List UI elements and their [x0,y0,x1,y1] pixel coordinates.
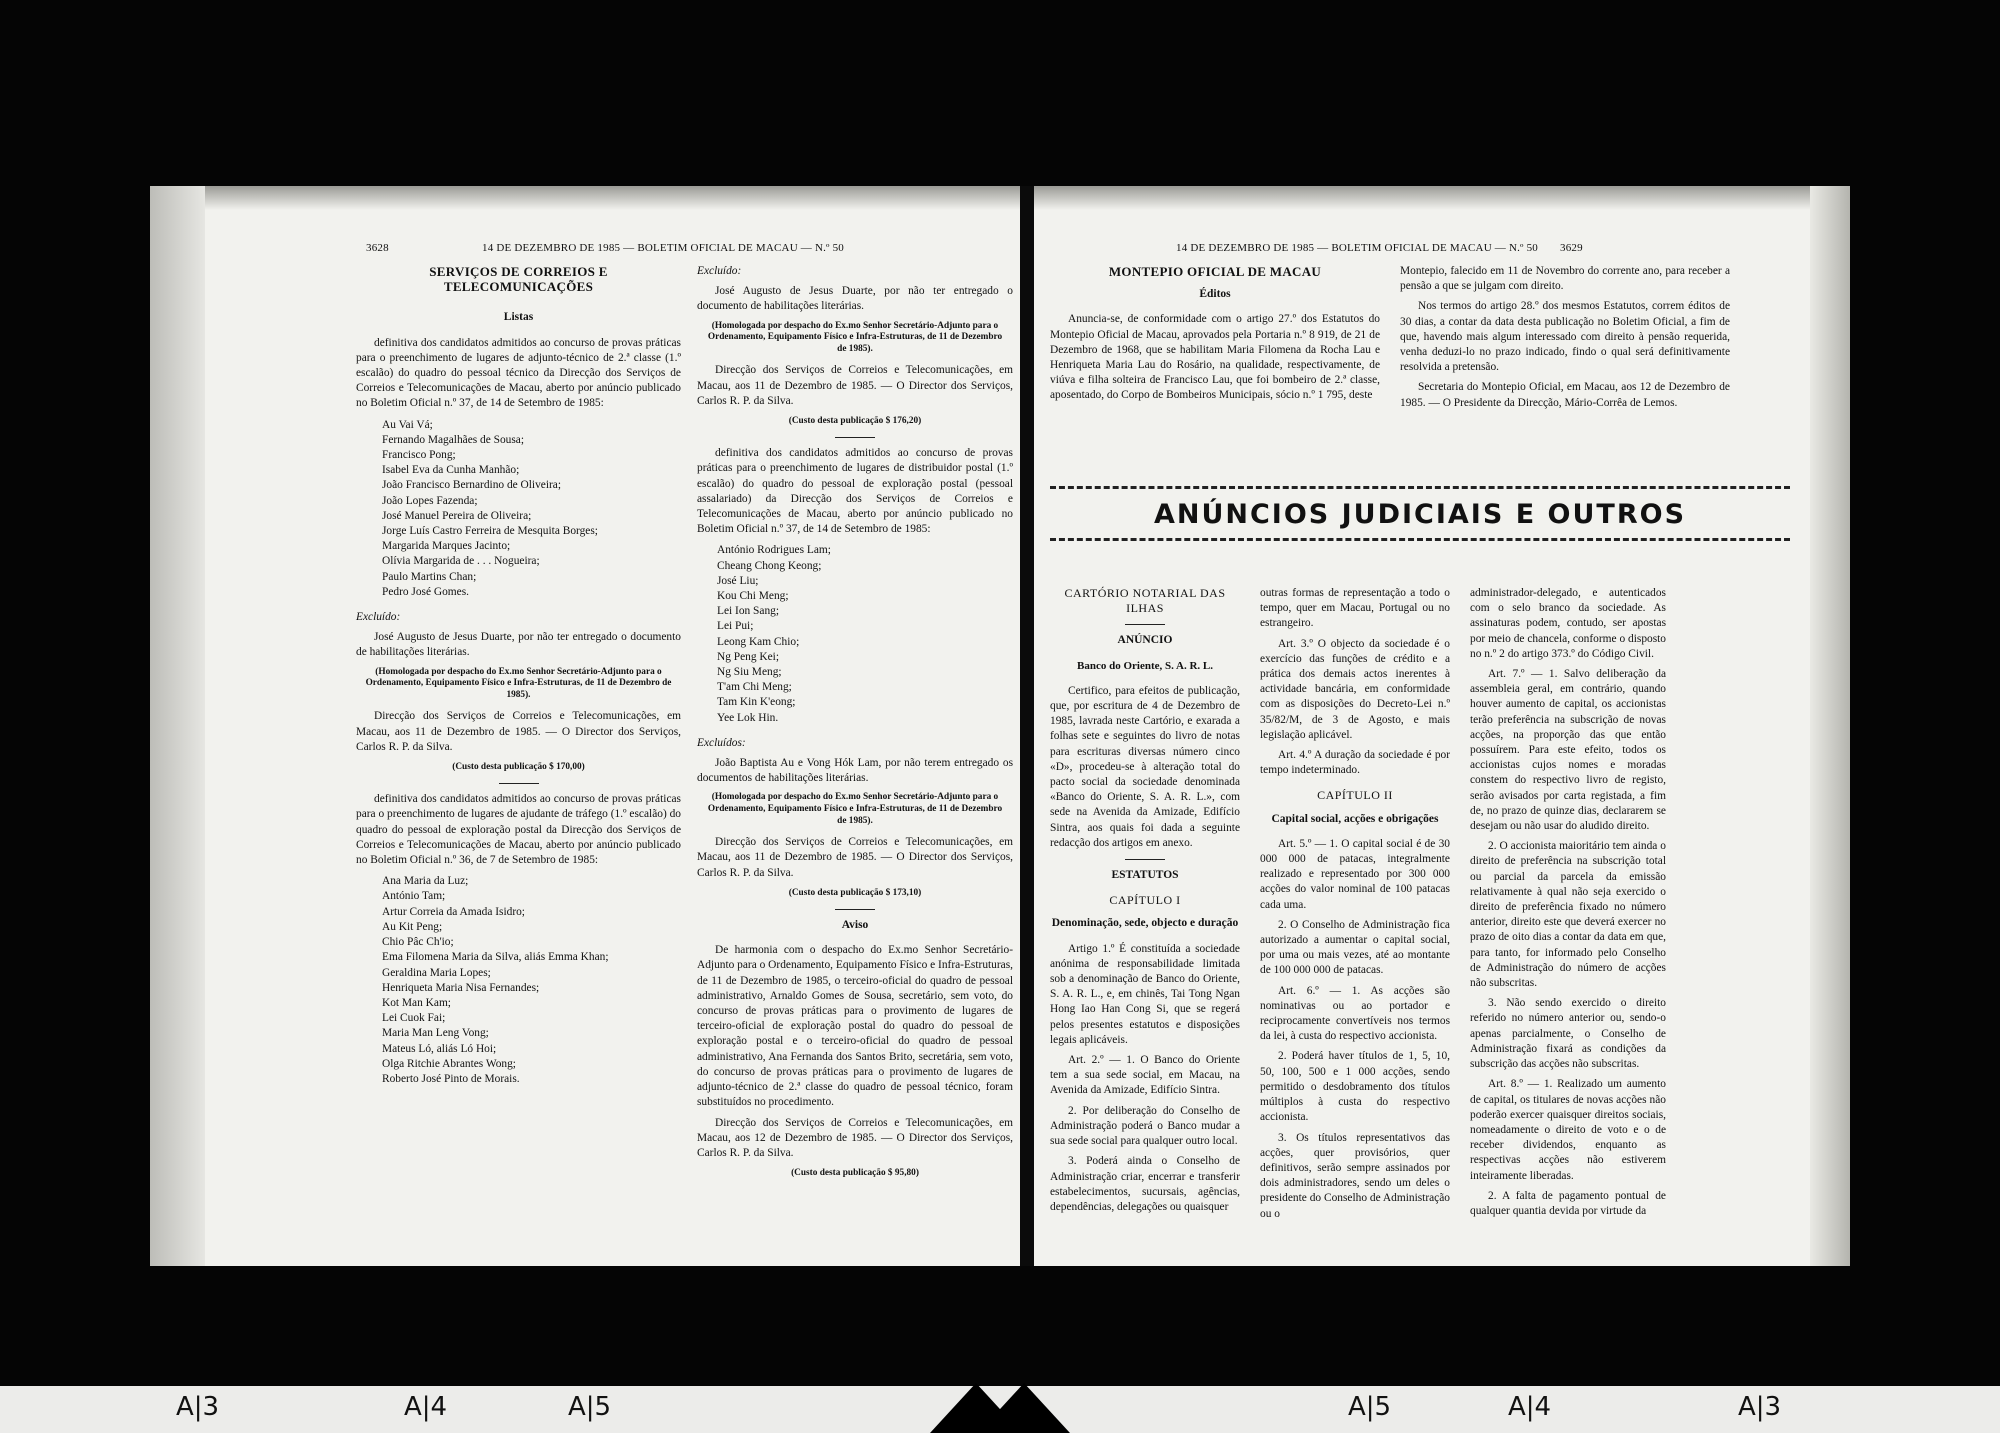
film-mark: A|5 [1348,1392,1392,1422]
paragraph: José Augusto de Jesus Duarte, por não ter entregado o documento de habilitações literárias. [697,285,1013,313]
film-mark: A|3 [1738,1392,1782,1422]
paragraph: Artigo 1.º É constituída a sociedade anónima de responsabilidade limitada sob a denominação de Banco do Oriente, S. A. R. L., e, em chinês, Tai Tong Ngan Hong Iao Han Cong Si, que se regerá pelos presentes estatutos e disposições legais aplicáveis. [1050,942,1240,1046]
film-mark: A|3 [176,1392,220,1422]
paragraph: Direcção dos Serviços de Correios e Telecomunicações, em Macau, aos 11 de Dezembro de 1985. — O Director dos Serviços, Carlos R. P. da Silva. [697,836,1013,879]
film-mark: A|5 [568,1392,612,1422]
candidate-name: Ng Siu Meng; [717,666,782,679]
candidate-name: Au Kit Peng; [382,920,443,933]
paragraph: Art. 2.º — 1. O Banco do Oriente tem a sua sede social, em Macau, na Avenida da Amizade, Edifício Sintra. [1050,1054,1240,1097]
candidate-name: José Manuel Pereira de Oliveira; [382,509,532,522]
paragraph: 3. Os títulos representativos das acções, quer provisórios, quer definitivos, serão sempre assinados por dois administradores, sendo um deles o presidente do Conselho de Administração ou o [1260,1131,1450,1220]
left-column-2 [697,264,1013,1189]
paragraph: De harmonia com o despacho do Ex.mo Senhor Secretário-Adjunto para o Ordenamento, Equipamento Físico e Infra-Estruturas, de 11 de Dezembro de 1985, o terceiro-oficial do quadro de pessoal administrativo, Arnaldo Gomes de Sousa, secretário, sem voto, do concurso de provas práticas para o provimento de lugares de terceiro-oficial de exploração postal do quadro do pessoal de exploração postal e o terceiro-oficial do quadro de pessoal administrativo, Ana Fernanda dos Santos Brito, secretária, sem voto, do concurso de provas práticas para o provimento de lugares de adjunto-técnico de 2.ª classe do quadro de pessoal técnico, foram substituídos no procedimento. [697,944,1014,1109]
right-column-3 [1470,586,1666,1224]
page-number-right: 3629 [1560,242,1583,254]
paragraph: Art. 8.º — 1. Realizado um aumento de capital, os titulares de novas acções não poderão exercer quaisquer direitos sociais, nomeadamente o direito de voto e o de receber dividendos, enquanto as respectivas acções não estiverem inteiramente liberadas. [1470,1078,1666,1182]
banco-title: Banco do Oriente, S. A. R. L. [1077,659,1213,672]
candidate-name: Paulo Martins Chan; [382,570,477,583]
listas-title: Listas [503,311,534,324]
page-edge-shadow [150,186,205,1266]
paragraph: Certifico, para efeitos de publicação, que, por escritura de 4 de Dezembro de 1985, lavrada neste Cartório, e exarada a folhas sete e seguintes do livro de notas para escrituras diversas número cinco «D», procedeu-se à alteração total do pacto social da sociedade denominada «Banco do Oriente, S. A. R. L.», com sede na Avenida da Amizade, Edifício Sintra, aos quais foi dada a seguinte redacção dos artigos em anexo. [1050,684,1240,849]
running-header-right: 14 DE DEZEMBRO DE 1985 — BOLETIM OFICIAL DE MACAU — N.º 50 [1176,242,1539,254]
excluido-label: Excluído: [356,611,401,624]
candidate-name: Cheang Chong Keong; [717,559,822,572]
paragraph: outras formas de representação a todo o tempo, quer em Macau, Portugal ou no estrangeiro. [1260,587,1450,630]
film-mark: A|4 [404,1392,448,1422]
paragraph: 2. Por deliberação do Conselho de Administração poderá o Banco mudar a sua sede social para qualquer outro local. [1050,1104,1240,1148]
candidate-name: Isabel Eva da Cunha Manhão; [382,464,520,477]
paragraph: Direcção dos Serviços de Correios e Telecomunicações, em Macau, aos 11 de Dezembro de 1985. — O Director dos Serviços, Carlos R. P. da Silva. [356,710,681,753]
divider [1125,624,1165,625]
paragraph: administrador-delegado, e autenticados com o selo branco da sociedade. As assinaturas podem, contudo, ser apostas por meio de chancela, conforme o disposto no n.º 2 do artigo 373.º do Código Civil. [1470,587,1666,660]
paragraph: Anuncia-se, de conformidade com o artigo 27.º dos Estatutos do Montepio Oficial de Macau, aprovados pela Portaria n.º 8 919, de 21 de Dezembro de 1968, que se habilitam Maria Filomena da Rocha Lau e Henriqueta Maria Lau do Rosário, na qualidade, respectivamente, de viúva e filha solteira de Francisco Lau, que foi bombeiro de 2.ª classe, aposentado, do Corpo de Bombeiros Municipais, sócio n.º 1 795, deste [1050,313,1380,402]
candidate-name: Pedro José Gomes. [382,585,470,598]
film-mark: A|4 [1508,1392,1552,1422]
divider [1125,859,1165,860]
paragraph: João Baptista Au e Vong Hók Lam, por não terem entregado os documentos de habilitações literárias. [697,757,1013,785]
left-column-1 [356,264,681,1097]
cartorio-title: CARTÓRIO NOTARIAL DAS ILHAS [1064,586,1226,616]
paragraph: José Augusto de Jesus Duarte, por não ter entregado o documento de habilitações literárias. [356,631,681,659]
dashed-rule [1050,538,1790,541]
paragraph: Secretaria do Montepio Oficial, em Macau, aos 12 de Dezembro de 1985. — O Presidente da Direcção, Mário-Corrêa de Lemos. [1400,381,1730,409]
candidate-name: Mateus Ló, aliás Ló Hoi; [382,1042,497,1055]
candidate-name: Lei Pui; [717,620,754,633]
cost-note: (Custo desta publicação $ 170,00) [452,762,585,773]
paragraph: definitiva dos candidatos admitidos ao concurso de provas práticas para o preenchimento de lugares de distribuidor postal (1.º escalão) do quadro do pessoal de exploração postal (pessoal assalariado) da Direcção dos Serviços de Correios e Telecomunicações de Macau, aberto por anúncio publicado no Boletim Oficial n.º 37, de 14 de Setembro de 1985: [697,447,1013,536]
excluidos-label: Excluídos: [697,736,746,749]
montepio-block [1050,264,1380,409]
candidate-name: Ng Peng Kei; [717,650,780,663]
capitulo-2-title: Capital social, acções e obrigações [1271,812,1439,825]
candidate-name: Olga Ritchie Abrantes Wong; [382,1057,516,1070]
candidate-name: Geraldina Maria Lopes; [382,966,491,979]
candidate-name: Jorge Luís Castro Ferreira de Mesquita Borges; [382,525,598,538]
candidate-name: Kou Chi Meng; [717,590,789,603]
page-number-left: 3628 [366,242,389,254]
candidate-name: Leong Kam Chio; [717,635,800,648]
anuncio-title: ANÚNCIO [1117,634,1173,647]
montepio-block-cont [1400,264,1730,416]
candidate-name: Francisco Pong; [382,449,456,462]
paragraph: 3. Não sendo exercido o direito referido no número anterior ou, sendo-o apenas parcialmente, o Conselho de Administração fixará as condições da subscrição das acções não subscritas. [1470,997,1666,1071]
paragraph: Direcção dos Serviços de Correios e Telecomunicações, em Macau, aos 12 de Dezembro de 1985. — O Director dos Serviços, Carlos R. P. da Silva. [697,1116,1013,1159]
page-top-shadow [1034,186,1850,210]
candidate-name: Maria Man Leng Vong; [382,1027,489,1040]
candidate-list [717,543,1013,725]
left-page [150,186,1026,1266]
candidate-name: Fernando Magalhães de Sousa; [382,433,525,446]
capitulo-2: CAPÍTULO II [1317,788,1393,803]
homologada-note: (Homologada por despacho do Ex.mo Senhor Secretário-Adjunto para o Ordenamento, Equipamento Físico e Infra-Estruturas, de 11 de Dezembro de 1985). [365,666,672,700]
cost-note: (Custo desta publicação $ 173,10) [788,887,922,898]
candidate-list [382,418,681,600]
capitulo-1: CAPÍTULO I [1109,893,1181,908]
running-header-left: 14 DE DEZEMBRO DE 1985 — BOLETIM OFICIAL DE MACAU — N.º 50 [482,242,845,254]
paragraph: Montepio, falecido em 11 de Novembro do corrente ano, para receber a pensão a que se julgam com direito. [1400,265,1730,293]
paragraph: 3. Poderá ainda o Conselho de Administração criar, encerrar e transferir estabelecimentos, sucursais, agências, dependências, delegações ou quaisquer [1050,1155,1240,1213]
divider [499,783,539,784]
candidate-name: Kot Man Kam; [382,996,451,1009]
capitulo-1-title: Denominação, sede, objecto e duração [1051,917,1239,930]
paragraph: Nos termos do artigo 28.º dos mesmos Estatutos, correm éditos de 30 dias, a contar da data desta publicação no Boletim Oficial, a fim de que, havendo mais algum interessado com direito à pensão requerida, venha deduzi-lo no prazo indicado, findo o qual será definitivamente resolvida a pretensão. [1400,300,1730,374]
candidate-name: António Tam; [382,890,446,903]
divider [835,437,875,438]
divider [835,909,875,910]
candidate-name: Roberto José Pinto de Morais. [382,1072,520,1085]
right-page [1034,186,1850,1266]
excluido-label: Excluído: [697,265,742,277]
cost-note: (Custo desta publicação $ 176,20) [788,416,922,426]
paragraph: 2. O accionista maioritário tem ainda o direito de preferência na subscrição total ou parcial da parcela da emissão relativamente à qual não seja exercido o direito de preferência fixado no número anterior, direito este que deverá exercer no prazo de oito dias a contar da data em que, para tanto, for informado pelo Conselho de Administração do número de acções não subscritas. [1470,840,1666,990]
candidate-name: Lei Cuok Fai; [382,1012,446,1025]
paragraph: 2. Poderá haver títulos de 1, 5, 10, 50, 100, 500 e 1 000 acções, sendo permitido o desdobramento dos títulos múltiplos à custa do respectivo accionista. [1260,1050,1450,1124]
film-arrow-right [978,1383,1070,1433]
candidate-name: Olívia Margarida de . . . Nogueira; [382,555,540,568]
candidate-name: Tam Kin K'eong; [717,696,796,709]
editos-title: Éditos [1199,288,1231,301]
candidate-name: T'am Chi Meng; [717,681,792,694]
paragraph: definitiva dos candidatos admitidos ao concurso de provas práticas para o preenchimento de lugares de ajudante de tráfego (1.º escalão) do quadro do pessoal de exploração postal da Direcção dos Serviços de Correios e Telecomunicações de Macau, aberto por anúncio publicado no Boletim Oficial n.º 36, de 7 de Setembro de 1985: [356,793,681,867]
aviso-title: Aviso [841,919,869,932]
microfilm-scan [150,186,1850,1266]
paragraph: 2. O Conselho de Administração fica autorizado a aumentar o capital social, por uma ou mais vezes, até ao montante de 100 000 000 de patacas. [1260,918,1450,977]
montepio-title: MONTEPIO OFICIAL DE MACAU [1108,264,1322,279]
candidate-name: Yee Lok Hin. [717,711,779,724]
candidate-list [382,874,681,1087]
paragraph: definitiva dos candidatos admitidos ao concurso de provas práticas para o preenchimento de lugares de adjunto-técnico de 2.ª classe (1.º escalão) do quadro do pessoal técnico da Direcção dos Serviços de Correios e Telecomunicações de Macau, aberto por anúncio publicado no Boletim Oficial n.º 37, de 14 de Setembro de 1985: [356,336,681,410]
cost-note: (Custo desta publicação $ 95,80) [791,1168,919,1179]
candidate-name: Artur Correia da Amada Isidro; [382,905,525,918]
candidate-name: Chio Pâc Ch'io; [382,936,454,949]
paragraph: Art. 6.º — 1. As acções são nominativas ou ao portador e reciprocamente convertíveis nos termos da lei, à custa do respectivo accionista. [1260,984,1450,1043]
paragraph: 2. A falta de pagamento pontual de qualquer quantia devida por virtude da [1470,1189,1666,1217]
paragraph: Art. 7.º — 1. Salvo deliberação da assembleia geral, em contrário, quando houver aumento de capital, os accionistas terão preferência na subscrição de novas acções, na proporção das que então possuírem. Para este efeito, todos os accionistas cujos nomes e moradas constem do respectivo livro de registo, serão avisados por carta registada, a fim de, no prazo de quinze dias, declararem se desejam ou não usar do aludido direito. [1470,668,1666,833]
page-edge-shadow [1810,186,1850,1266]
candidate-name: Lei Ion Sang; [717,605,780,618]
paragraph: Art. 4.º A duração da sociedade é por tempo indeterminado. [1260,749,1450,777]
candidate-name: Au Vai Vá; [382,418,433,431]
candidate-name: Margarida Marques Jacinto; [382,540,511,553]
homologada-note: (Homologada por despacho do Ex.mo Senhor Secretário-Adjunto para o Ordenamento, Equipamento Físico e Infra-Estruturas, de 11 de Dezembro de 1985). [707,320,1003,354]
candidate-name: João Francisco Bernardino de Oliveira; [382,479,562,492]
candidate-name: José Liu; [717,574,759,587]
candidate-name: Henriqueta Maria Nisa Fernandes; [382,981,540,994]
dashed-rule [1050,486,1790,489]
homologada-note: (Homologada por despacho do Ex.mo Senhor Secretário-Adjunto para o Ordenamento, Equipamento Físico e Infra-Estruturas, de 11 de Dezembro de 1985). [707,792,1003,826]
page-top-shadow [150,186,1026,210]
paragraph: Art. 3.º O objecto da sociedade é o exercício das funções de crédito e a prática dos demais actos inerentes à actividade bancária, em conformidade com as disposições do Decreto-Lei n.º 35/82/M, de 3 de Agosto, e mais legislação aplicável. [1260,637,1450,741]
estatutos-title: ESTATUTOS [1111,869,1179,882]
right-column-2 [1260,586,1450,1227]
section-banner [1050,486,1790,558]
candidate-name: João Lopes Fazenda; [382,494,478,507]
section-title-correios: SERVIÇOS DE CORREIOS E TELECOMUNICAÇÕES [429,264,608,295]
candidate-name: Ema Filomena Maria da Silva, aliás Emma Khan; [382,951,609,964]
candidate-name: Ana Maria da Luz; [382,875,469,888]
paragraph: Art. 5.º — 1. O capital social é de 30 000 000 de patacas, integralmente realizado e representado por 300 000 acções do valor nominal de 100 patacas cada uma. [1260,837,1450,911]
banner-title: ANÚNCIOS JUDICIAIS E OUTROS [1153,499,1687,530]
right-column-1 [1050,586,1240,1220]
paragraph: Direcção dos Serviços de Correios e Telecomunicações, em Macau, aos 11 de Dezembro de 1985. — O Director dos Serviços, Carlos R. P. da Silva. [697,364,1013,407]
candidate-name: António Rodrigues Lam; [717,544,831,557]
